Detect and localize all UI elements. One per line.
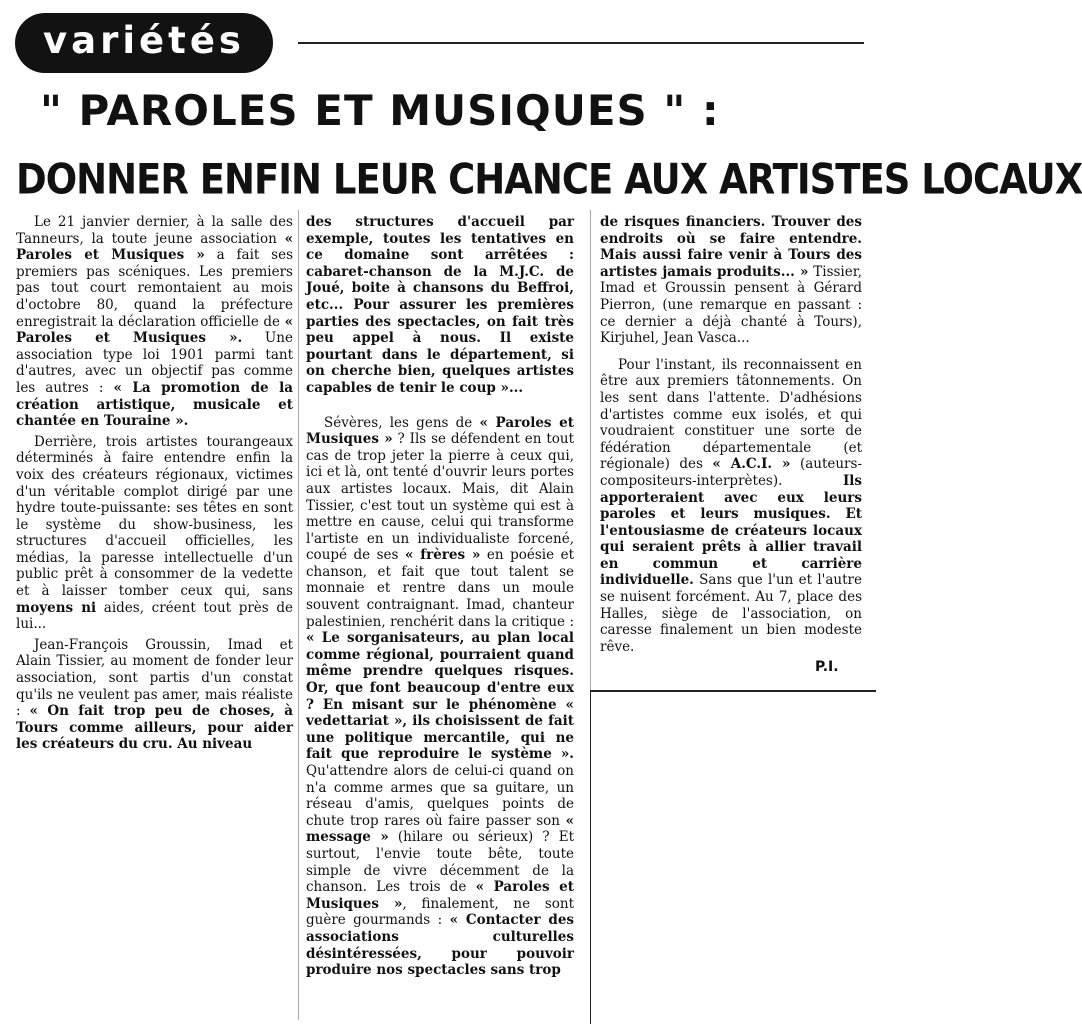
article-column-3 [600,214,862,655]
article-column-2 [306,214,574,979]
paragraph: des structures d'accueil par exemple, toutes les tentatives en ce domaine sont arrêtées : cabaret-chanson de la M.J.C. de Joué, boite à chansons du Beffroi, etc... Pour assurer les premières parties des spectacles, on fait très peu appel à nous. Il existe pourtant dans le département, si on cherche bien, quelques artistes capables de tenir le coup »... [306,214,574,396]
paragraph: Pour l'instant, ils reconnaissent en être aux premiers tâtonnements. On les sent dans l'attente. D'adhésions d'artistes comme eux isolés, et qui voudraient constituer une sorte de fédération départementale (et régionale) des « A.C.I. » (auteurs-compositeurs-interprètes). Ils apporteraient avec eux leurs paroles et leurs musiques. Et l'entousiasme de créateurs locaux qui seraient prêts à allier travail en commun et carrière individuelle. Sans que l'un et l'autre se nuisent forcément. Au 7, place des Halles, siège de l'association, on caresse finalement un bien modeste rêve. [600,356,862,655]
box-rule [590,690,591,1024]
paragraph: Sévères, les gens de « Paroles et Musiques » ? Ils se défendent en tout cas de trop jeter la pierre à ceux qui, ici et là, ont tenté d'ouvrir leurs portes aux artistes locaux. Mais, dit Alain Tissier, c'est tout un système qui est à mettre en cause, celui qui transforme l'artiste en un individualiste forcené, coupé de ses « frères » en poésie et chanson, et fait que tout talent se monnaie et rentre dans un moule souvent contraignant. Imad, chanteur palestinien, renchérit dans la critique : « Le sorganisateurs, au plan local comme régional, pourraient quand même prendre quelques risques. Or, que font beaucoup d'entre eux ? En misant sur le phénomène « vedettariat », ils choisissent de fait une politique mercantile, qui ne fait que reproduire le système ». Qu'attendre alors de celui-ci quand on n'a comme armes que sa guitare, un réseau d'amis, quelques points de chute trop rares où faire passer son « message » (hilare ou sérieux) ? Et surtout, l'envie toute bête, toute simple de vivre décemment de la chanson. Les trois de « Paroles et Musiques », finalement, ne sont guère gourmands : « Contacter des associations culturelles désintéressées, pour pouvoir produire nos spectacles sans trop [306,414,575,979]
paragraph: Jean-François Groussin, Imad et Alain Tissier, au moment de fonder leur association, sont partis d'un constat qu'ils ne veulent pas amer, mais réaliste : « On fait trop peu de choses, à Tours comme ailleurs, pour aider les créateurs du cru. Au niveau [16,636,293,753]
section-label-badge [15,13,273,73]
section-label: variétés [43,18,245,62]
box-rule [590,690,876,692]
paragraph: Le 21 janvier dernier, à la salle des Tanneurs, la toute jeune association « Paroles et Musiques » a fait ses premiers pas scéniques. Les premiers pas tout court remontaient au mois d'octobre 80, quand la préfecture enregistrait la déclaration officielle de « Paroles et Musiques ». Une association type loi 1901 parmi tant d'autres, avec un objectif pas comme les autres : « La promotion de la création artistique, musicale et chantée en Touraine ». [16,214,294,430]
article-column-1 [16,214,293,753]
column-divider [298,210,299,1020]
paragraph: Derrière, trois artistes tourangeaux déterminés à faire entendre enfin la voix des créateurs régionaux, victimes d'un véritable complot dirigé par une hydre toute-puissante: ses têtes en sont le système du show-business, les structures d'accueil officielles, les médias, la paresse intellectuelle d'un public prêt à consommer de la vedette et à laisser tomber ceux qui, sans moyens ni aides, créent tout près de lui... [16,433,293,633]
subheadline: DONNER ENFIN LEUR CHANCE AUX ARTISTES LOCAUX [16,155,1082,204]
headline: " PAROLES ET MUSIQUES " : [40,86,720,135]
author-signature: P.I. [815,659,839,675]
header-rule [298,42,864,44]
paragraph: de risques financiers. Trouver des endroits où se faire entendre. Mais aussi faire venir à Tours des artistes jamais produits... » Tissier, Imad et Groussin pensent à Gérard Pierron, (une remarque en passant : ce dernier a déjà chanté à Tours), Kirjuhel, Jean Vasca... [600,214,862,347]
